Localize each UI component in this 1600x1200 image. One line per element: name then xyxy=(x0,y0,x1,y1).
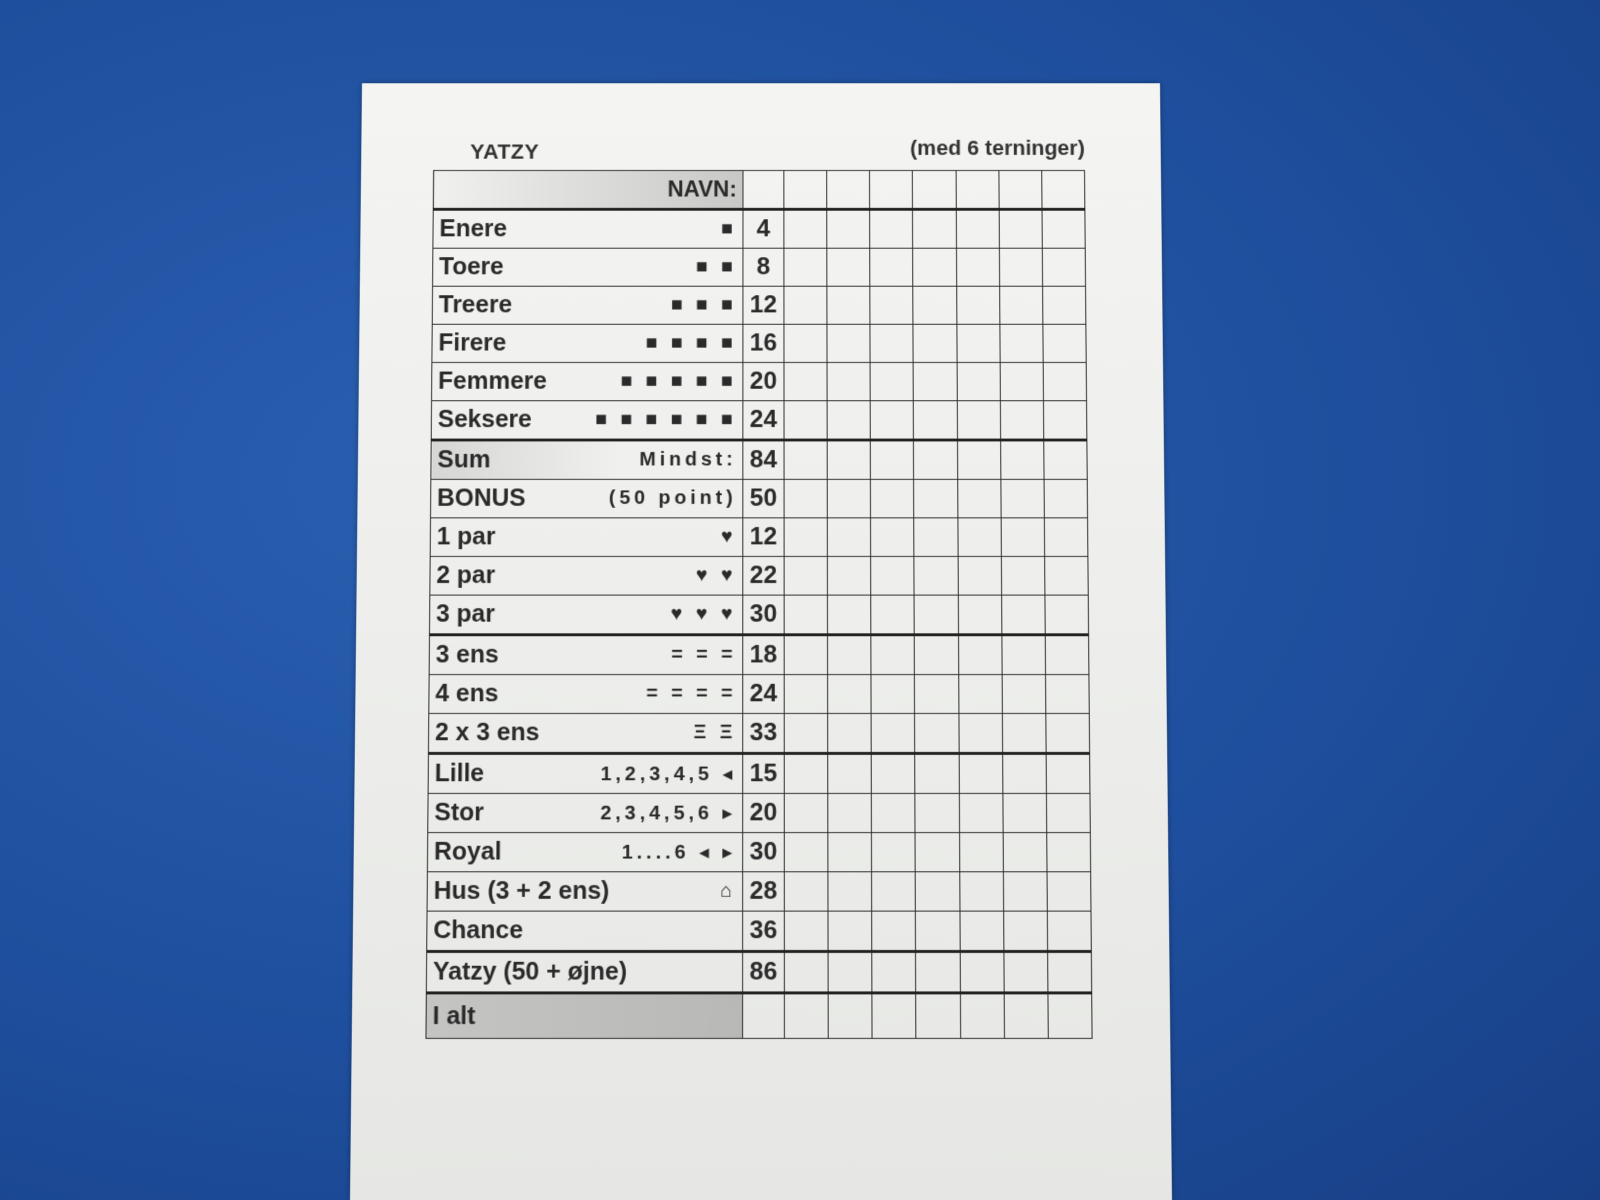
score-row xyxy=(429,595,1088,635)
score-cell[interactable] xyxy=(784,209,827,248)
score-cell[interactable] xyxy=(1001,518,1045,557)
score-cell[interactable] xyxy=(1003,833,1047,872)
row-symbols: ♥ ♥ ♥ xyxy=(670,603,737,625)
score-cell[interactable] xyxy=(1002,675,1046,714)
score-cell[interactable] xyxy=(915,753,959,793)
score-cell[interactable] xyxy=(784,951,828,992)
row-max-score: 20 xyxy=(743,362,784,400)
score-cell[interactable] xyxy=(958,675,1002,714)
score-cell[interactable] xyxy=(1046,753,1090,793)
row-max-score: 15 xyxy=(743,753,784,793)
sheet-title: YATZY xyxy=(470,139,540,164)
score-cell[interactable] xyxy=(828,675,872,714)
score-row xyxy=(433,248,1086,286)
row-label: 3 par xyxy=(435,600,496,628)
score-cell[interactable] xyxy=(784,675,828,714)
row-label: Toere xyxy=(438,253,504,281)
row-label-cell xyxy=(429,635,743,675)
sheet-subtitle: (med 6 terninger) xyxy=(910,136,1085,160)
score-row xyxy=(427,833,1090,872)
score-cell[interactable] xyxy=(784,595,828,635)
score-row xyxy=(426,951,1091,992)
score-row xyxy=(432,362,1087,400)
row-label: Yatzy (50 + øjne) xyxy=(432,957,628,986)
row-label-cell xyxy=(427,911,743,951)
score-cell[interactable] xyxy=(828,713,872,753)
score-cell[interactable] xyxy=(1000,401,1044,440)
score-cell[interactable] xyxy=(1003,872,1047,911)
score-cell[interactable] xyxy=(784,713,828,753)
row-max-score: 30 xyxy=(743,595,784,635)
score-cell[interactable] xyxy=(871,479,914,517)
row-max-score: 50 xyxy=(743,479,784,517)
row-label-cell xyxy=(431,440,743,479)
score-cell[interactable] xyxy=(916,911,960,951)
player-name-cell[interactable] xyxy=(913,170,956,209)
score-cell[interactable] xyxy=(871,753,915,793)
score-cell[interactable] xyxy=(784,793,828,832)
row-label: Seksere xyxy=(437,405,532,433)
row-max-score: 24 xyxy=(743,675,784,714)
score-cell[interactable] xyxy=(1046,713,1090,753)
score-cell[interactable] xyxy=(784,635,828,675)
score-cell[interactable] xyxy=(872,793,916,832)
score-cell[interactable] xyxy=(827,248,870,286)
score-cell[interactable] xyxy=(956,286,999,324)
score-cell[interactable] xyxy=(784,753,828,793)
row-symbols: = = = = xyxy=(646,682,737,705)
row-label: 2 x 3 ens xyxy=(434,718,540,747)
row-symbols: ■ ■ ■ ■ ■ ■ xyxy=(595,408,737,430)
score-cell[interactable] xyxy=(827,479,870,517)
row-max-score: 28 xyxy=(743,872,785,911)
row-label-cell xyxy=(429,675,743,714)
score-cell[interactable] xyxy=(1042,209,1085,248)
score-cell[interactable] xyxy=(1000,362,1043,400)
score-row xyxy=(430,518,1088,557)
yatzy-score-sheet xyxy=(350,83,1172,1200)
score-cell[interactable] xyxy=(914,518,958,557)
row-label: 2 par xyxy=(436,561,496,589)
score-cell[interactable] xyxy=(1047,951,1091,992)
score-cell[interactable] xyxy=(1002,635,1046,675)
total-row xyxy=(426,993,1092,1038)
score-cell[interactable] xyxy=(915,675,959,714)
score-cell[interactable] xyxy=(959,793,1003,832)
row-label: Hus (3 + 2 ens) xyxy=(433,877,610,905)
score-cell[interactable] xyxy=(913,324,956,362)
score-row xyxy=(429,675,1089,714)
score-row xyxy=(431,440,1087,479)
row-label: 3 ens xyxy=(435,641,499,669)
score-cell[interactable] xyxy=(1044,556,1088,595)
score-cell[interactable] xyxy=(957,362,1000,400)
score-cell[interactable] xyxy=(1004,951,1048,992)
score-cell[interactable] xyxy=(916,951,960,992)
score-cell[interactable] xyxy=(913,248,956,286)
row-max-score: 86 xyxy=(743,951,785,992)
score-cell[interactable] xyxy=(1002,713,1046,753)
score-cell[interactable] xyxy=(914,479,958,517)
score-cell[interactable] xyxy=(1042,248,1085,286)
score-cell[interactable] xyxy=(1047,911,1091,951)
score-cell[interactable] xyxy=(913,209,956,248)
row-label: 1 par xyxy=(436,523,496,551)
score-cell[interactable] xyxy=(960,951,1004,992)
score-cell[interactable] xyxy=(784,556,827,595)
score-cell[interactable] xyxy=(827,286,870,324)
score-cell[interactable] xyxy=(1003,911,1047,951)
row-symbols: ■ xyxy=(721,218,737,240)
score-cell[interactable] xyxy=(828,951,872,992)
score-cell[interactable] xyxy=(957,479,1001,517)
score-cell[interactable] xyxy=(957,401,1000,440)
score-cell[interactable] xyxy=(913,362,956,400)
row-symbols: ■ ■ xyxy=(695,256,737,278)
score-cell[interactable] xyxy=(1042,286,1085,324)
row-label: Firere xyxy=(438,329,507,357)
row-max-score: 84 xyxy=(743,440,784,479)
score-cell[interactable] xyxy=(1003,793,1047,832)
score-cell[interactable] xyxy=(827,518,870,557)
row-symbols: = = = xyxy=(671,643,737,666)
row-label-cell xyxy=(431,479,743,517)
score-cell[interactable] xyxy=(870,362,913,400)
row-max-score: 36 xyxy=(743,911,785,951)
total-score-cell[interactable] xyxy=(960,993,1004,1038)
row-symbols: 2,3,4,5,6 ▸ xyxy=(600,802,737,825)
score-cell[interactable] xyxy=(828,635,872,675)
row-label-cell xyxy=(430,518,743,557)
row-max-score: 16 xyxy=(743,324,784,362)
score-cell[interactable] xyxy=(784,911,828,951)
row-label-cell xyxy=(428,793,743,832)
score-row xyxy=(428,713,1089,753)
score-cell[interactable] xyxy=(871,635,915,675)
score-cell[interactable] xyxy=(784,518,827,557)
score-cell[interactable] xyxy=(1045,595,1089,635)
score-cell[interactable] xyxy=(1000,324,1043,362)
row-label-cell xyxy=(432,362,743,400)
score-row xyxy=(429,635,1089,675)
score-cell[interactable] xyxy=(956,324,999,362)
row-label-cell xyxy=(433,248,743,286)
score-cell[interactable] xyxy=(1002,753,1046,793)
row-max-score: 8 xyxy=(743,248,784,286)
total-score-cell[interactable] xyxy=(828,993,872,1038)
score-cell[interactable] xyxy=(827,324,870,362)
row-max-score: 30 xyxy=(743,833,785,872)
score-cell[interactable] xyxy=(784,440,827,479)
score-cell[interactable] xyxy=(1045,675,1089,714)
row-label: Femmere xyxy=(437,367,547,395)
score-cell[interactable] xyxy=(915,793,959,832)
score-cell[interactable] xyxy=(1047,833,1091,872)
score-cell[interactable] xyxy=(827,209,870,248)
score-cell[interactable] xyxy=(827,556,871,595)
row-symbols: ⌂ xyxy=(720,880,737,902)
row-label-cell xyxy=(428,753,743,793)
score-row xyxy=(428,793,1091,832)
score-cell[interactable] xyxy=(784,401,827,440)
score-cell[interactable] xyxy=(870,401,913,440)
score-cell[interactable] xyxy=(959,872,1003,911)
score-row xyxy=(432,324,1086,362)
row-label-cell xyxy=(433,209,743,248)
score-cell[interactable] xyxy=(914,595,958,635)
score-cell[interactable] xyxy=(916,872,960,911)
score-cell[interactable] xyxy=(915,635,959,675)
score-cell[interactable] xyxy=(914,401,957,440)
row-label-cell xyxy=(431,401,743,440)
score-cell[interactable] xyxy=(1001,595,1045,635)
row-symbols: ■ ■ ■ ■ ■ xyxy=(620,370,737,392)
score-cell[interactable] xyxy=(999,248,1042,286)
score-cell[interactable] xyxy=(784,872,828,911)
score-cell[interactable] xyxy=(956,248,999,286)
score-cell[interactable] xyxy=(960,911,1004,951)
row-label-cell xyxy=(428,713,742,753)
player-name-cell[interactable] xyxy=(827,170,870,209)
score-row xyxy=(431,401,1087,440)
score-cell[interactable] xyxy=(1044,518,1088,557)
row-symbols: (50 point) xyxy=(608,487,737,509)
row-label-cell xyxy=(429,595,742,635)
score-cell[interactable] xyxy=(871,675,915,714)
score-cell[interactable] xyxy=(870,248,913,286)
score-cell[interactable] xyxy=(999,209,1042,248)
score-cell[interactable] xyxy=(959,833,1003,872)
score-cell[interactable] xyxy=(872,911,916,951)
total-max-cell xyxy=(743,993,785,1038)
score-cell[interactable] xyxy=(1047,872,1091,911)
score-cell[interactable] xyxy=(957,440,1001,479)
score-cell[interactable] xyxy=(1044,479,1088,517)
row-label: Stor xyxy=(434,798,484,827)
total-label: I alt xyxy=(426,993,743,1038)
row-label: 4 ens xyxy=(435,679,499,708)
score-cell[interactable] xyxy=(958,556,1002,595)
score-cell[interactable] xyxy=(871,713,915,753)
score-cell[interactable] xyxy=(784,479,827,517)
score-cell[interactable] xyxy=(872,951,916,992)
row-label: BONUS xyxy=(436,484,526,512)
score-cell[interactable] xyxy=(1045,635,1089,675)
score-cell[interactable] xyxy=(872,833,916,872)
score-cell[interactable] xyxy=(1043,401,1087,440)
row-symbols: ■ ■ ■ xyxy=(670,294,737,316)
score-cell[interactable] xyxy=(827,362,870,400)
score-cell[interactable] xyxy=(784,286,827,324)
score-cell[interactable] xyxy=(827,440,870,479)
score-cell[interactable] xyxy=(958,635,1002,675)
score-row xyxy=(431,479,1088,517)
score-cell[interactable] xyxy=(1001,556,1045,595)
navn-label: NAVN: xyxy=(433,170,743,209)
row-symbols: ♥ xyxy=(720,526,737,548)
score-cell[interactable] xyxy=(871,556,915,595)
row-label-cell xyxy=(427,872,743,911)
score-cell[interactable] xyxy=(827,401,870,440)
row-max-score: 33 xyxy=(743,713,784,753)
row-label: Lille xyxy=(434,759,485,788)
score-cell[interactable] xyxy=(1043,362,1087,400)
score-cell[interactable] xyxy=(828,911,872,951)
score-cell[interactable] xyxy=(956,209,999,248)
score-cell[interactable] xyxy=(784,324,827,362)
score-cell[interactable] xyxy=(828,833,872,872)
score-cell[interactable] xyxy=(784,248,827,286)
score-row xyxy=(427,872,1091,911)
score-cell[interactable] xyxy=(1044,440,1088,479)
score-cell[interactable] xyxy=(871,440,914,479)
score-cell[interactable] xyxy=(957,518,1001,557)
row-label: Enere xyxy=(439,215,508,243)
score-row xyxy=(433,209,1085,248)
score-cell[interactable] xyxy=(1046,793,1090,832)
row-symbols: Mindst: xyxy=(639,449,737,471)
row-label-cell xyxy=(432,286,743,324)
score-cell[interactable] xyxy=(871,518,915,557)
row-label-cell xyxy=(427,833,742,872)
score-cell[interactable] xyxy=(914,440,957,479)
score-table xyxy=(425,170,1092,1039)
row-symbols: ■ ■ ■ ■ xyxy=(645,332,737,354)
row-max-score: 20 xyxy=(743,793,784,832)
score-cell[interactable] xyxy=(999,286,1042,324)
score-cell[interactable] xyxy=(828,793,872,832)
row-symbols: 1,2,3,4,5 ◂ xyxy=(600,763,737,786)
score-cell[interactable] xyxy=(784,833,828,872)
player-name-cell[interactable] xyxy=(1042,170,1085,209)
score-cell[interactable] xyxy=(784,362,827,400)
score-row xyxy=(427,911,1092,951)
score-cell[interactable] xyxy=(828,753,872,793)
score-cell[interactable] xyxy=(870,209,913,248)
row-max-score: 4 xyxy=(743,209,784,248)
total-score-cell[interactable] xyxy=(1048,993,1092,1038)
row-label-cell xyxy=(430,556,743,595)
player-name-cell[interactable] xyxy=(956,170,999,209)
header-row xyxy=(433,170,1085,209)
score-cell[interactable] xyxy=(914,556,958,595)
row-max-score: 22 xyxy=(743,556,784,595)
score-cell[interactable] xyxy=(828,872,872,911)
row-symbols: ♥ ♥ xyxy=(695,564,737,586)
score-cell[interactable] xyxy=(959,753,1003,793)
score-cell[interactable] xyxy=(1043,324,1087,362)
score-cell[interactable] xyxy=(913,286,956,324)
score-row xyxy=(430,556,1088,595)
score-cell[interactable] xyxy=(870,286,913,324)
total-score-cell[interactable] xyxy=(784,993,828,1038)
score-cell[interactable] xyxy=(870,324,913,362)
score-cell[interactable] xyxy=(872,872,916,911)
row-symbols: 1....6 ◂ ▸ xyxy=(621,841,737,864)
score-cell[interactable] xyxy=(915,713,959,753)
row-label: Chance xyxy=(433,916,524,945)
row-max-score: 12 xyxy=(743,518,784,557)
max-header-cell xyxy=(743,170,784,209)
row-label: Treere xyxy=(438,291,513,319)
row-symbols: Ξ Ξ xyxy=(693,721,737,744)
player-name-cell[interactable] xyxy=(870,170,913,209)
row-max-score: 24 xyxy=(743,401,784,440)
score-row xyxy=(432,286,1086,324)
score-cell[interactable] xyxy=(958,595,1002,635)
score-cell[interactable] xyxy=(1000,440,1044,479)
score-cell[interactable] xyxy=(958,713,1002,753)
player-name-cell[interactable] xyxy=(999,170,1042,209)
score-cell[interactable] xyxy=(915,833,959,872)
score-row xyxy=(428,753,1090,793)
row-label-cell xyxy=(426,951,742,992)
player-name-cell[interactable] xyxy=(784,170,827,209)
score-cell[interactable] xyxy=(871,595,915,635)
row-max-score: 12 xyxy=(743,286,784,324)
row-max-score: 18 xyxy=(743,635,784,675)
score-cell[interactable] xyxy=(1001,479,1045,517)
row-label: Sum xyxy=(437,446,491,474)
total-score-cell[interactable] xyxy=(916,993,960,1038)
row-label-cell xyxy=(432,324,743,362)
score-cell[interactable] xyxy=(828,595,872,635)
row-label: Royal xyxy=(433,837,502,866)
total-score-cell[interactable] xyxy=(872,993,916,1038)
total-score-cell[interactable] xyxy=(1004,993,1048,1038)
